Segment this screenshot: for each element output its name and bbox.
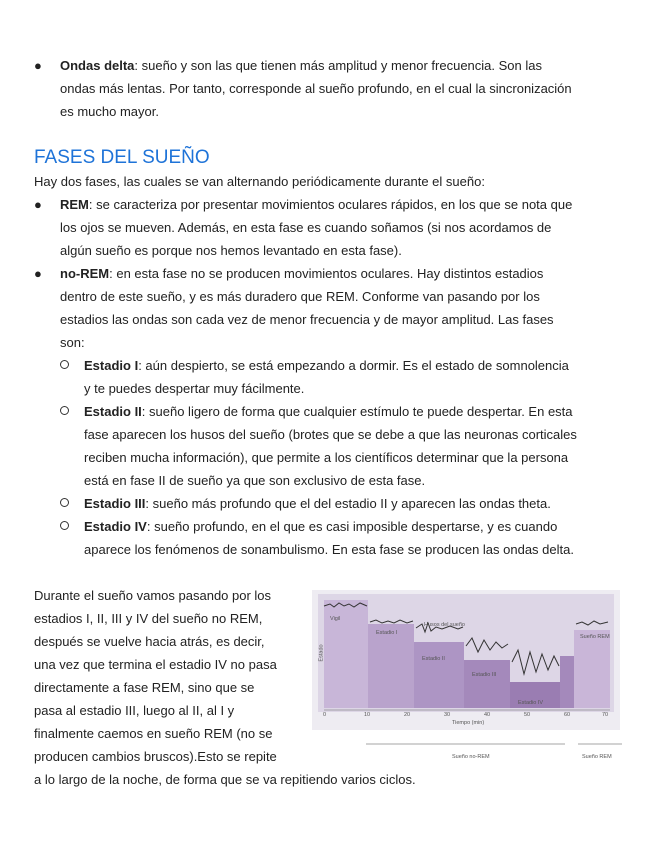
stage-text-line: : sueño ligero de forma que cualquier estímulo te puede despertar. En esta [141, 404, 573, 419]
section-intro: Hay dos fases, las cuales se van alternando periódicamente durante el sueño: [34, 174, 485, 189]
figure-label-estadio-2: Estadio II [422, 656, 445, 662]
term-estadio-2: Estadio II [84, 404, 142, 419]
bullet-text-line: : se caracteriza por presentar movimientos oculares rápidos, en los que se nota que [88, 197, 573, 212]
bullet-text-line: dentro de este sueño, y es más duradero que REM. Conforme van pasando por los [60, 289, 540, 304]
figure-label-estadio-3: Estadio III [472, 672, 497, 678]
bullet-rem [34, 193, 620, 262]
stage-text-line: : sueño profundo, en el que es casi imposible despertarse, y es cuando [146, 519, 558, 534]
stage-text-line: fase aparecen los husos del sueño (brotes que se debe a que las neuronas corticales [84, 427, 577, 442]
paragraph-line: después se vuelve hacia atrás, es decir, [34, 634, 265, 649]
figure-axis-tick: 20 [404, 712, 411, 718]
caption-rem: Sueño REM [582, 754, 612, 760]
bullet-text-line: son: [60, 335, 85, 350]
stage-item-2 [60, 400, 620, 492]
caption-no-rem: Sueño no-REM [452, 754, 490, 760]
term-ondas-delta: Ondas delta [60, 58, 135, 73]
figure-axis-tick: 40 [484, 712, 491, 718]
paragraph-line: pasa al estadio III, luego al II, al I y [34, 703, 235, 718]
bullet-text-line: los ojos se mueven. Además, en esta fase es cuando soñamos (si nos acordamos de [60, 220, 552, 235]
hollow-bullet-icon [60, 406, 69, 415]
closing-last-line: a lo largo de la noche, de forma que se va repitiendo varios ciclos. [34, 772, 416, 787]
stage-item-4 [60, 515, 620, 561]
bullet-dot: ● [34, 266, 42, 281]
term-rem: REM [60, 197, 89, 212]
stage-text-line: reciben mucha información), que permite a los científicos determinar que la persona [84, 450, 569, 465]
bullet-text-line: ondas más lentas. Por tanto, corresponde al sueño profundo, en el cual la sincronización [60, 81, 572, 96]
figure-label-rem: Sueño REM [580, 634, 610, 640]
bullet-dot: ● [34, 197, 42, 212]
figure-label-husos: Husos del sueño [424, 622, 465, 628]
stage-item-3 [60, 492, 620, 515]
figure-axis-tick: 0 [323, 712, 327, 718]
figure-axis-tick: 10 [364, 712, 371, 718]
figure-axis-tick: 50 [524, 712, 531, 718]
term-estadio-4: Estadio IV [84, 519, 147, 534]
figure-y-label: Estado [318, 644, 325, 662]
hollow-bullet-icon [60, 498, 69, 507]
bullet-ondas-delta [34, 54, 620, 123]
hypnogram-image [312, 590, 620, 730]
term-estadio-3: Estadio III [84, 496, 146, 511]
closing-paragraph [34, 584, 314, 768]
figure-axis-label: Tiempo (min) [452, 720, 485, 726]
bullet-dot: ● [34, 58, 42, 73]
paragraph-line: Durante el sueño vamos pasando por los [34, 588, 272, 603]
term-no-rem: no-REM [60, 266, 110, 281]
term-estadio-1: Estadio I [84, 358, 139, 373]
paragraph-line: producen cambios bruscos).Esto se repite [34, 749, 277, 764]
stage-text-line: y te puedes despertar muy fácilmente. [84, 381, 305, 396]
bullet-no-rem [34, 262, 620, 354]
bullet-text-line: es mucho mayor. [60, 104, 159, 119]
figure-axis-tick: 30 [444, 712, 451, 718]
figure-label-estadio-1: Estadio I [376, 630, 398, 636]
stage-text-line: : sueño más profundo que el del estadio II y aparecen las ondas theta. [145, 496, 551, 511]
stage-text-line: está en fase II de sueño ya que son exclusivo de esta fase. [84, 473, 426, 488]
bullet-text-line: : en esta fase no se producen movimientos oculares. Hay distintos estadios [109, 266, 544, 281]
stage-text-line: aparece los fenómenos de sonambulismo. En esta fase se producen las ondas delta. [84, 542, 574, 557]
bullet-text-line: algún sueño es porque nos hemos levantado en esta fase). [60, 243, 402, 258]
figure-bracket [360, 738, 630, 750]
figure-label-estadio-4: Estadio IV [518, 700, 544, 706]
paragraph-line: directamente a fase REM, sino que se [34, 680, 255, 695]
figure-label-vigil: Vigil [330, 616, 341, 622]
section-title: FASES DEL SUEÑO [34, 147, 210, 168]
paragraph-line: finalmente caemos en sueño REM (no se [34, 726, 273, 741]
bullet-text-line: estadios las ondas son cada vez de menor frecuencia y de mayor amplitud. Las fases [60, 312, 554, 327]
bullet-text-line: : sueño y son las que tienen más amplitud y menor frecuencia. Son las [134, 58, 542, 73]
figure-axis-tick: 70 [602, 712, 609, 718]
stage-item-1 [60, 354, 620, 400]
stage-text-line: : aún despierto, se está empezando a dormir. Es el estado de somnolencia [138, 358, 569, 373]
sleep-stages-figure [312, 590, 620, 730]
paragraph-line: una vez que termina el estadio IV no pasa [34, 657, 277, 672]
hollow-bullet-icon [60, 360, 69, 369]
paragraph-line: estadios I, II, III y IV del sueño no REM, [34, 611, 263, 626]
figure-axis-tick: 60 [564, 712, 571, 718]
hollow-bullet-icon [60, 521, 69, 530]
